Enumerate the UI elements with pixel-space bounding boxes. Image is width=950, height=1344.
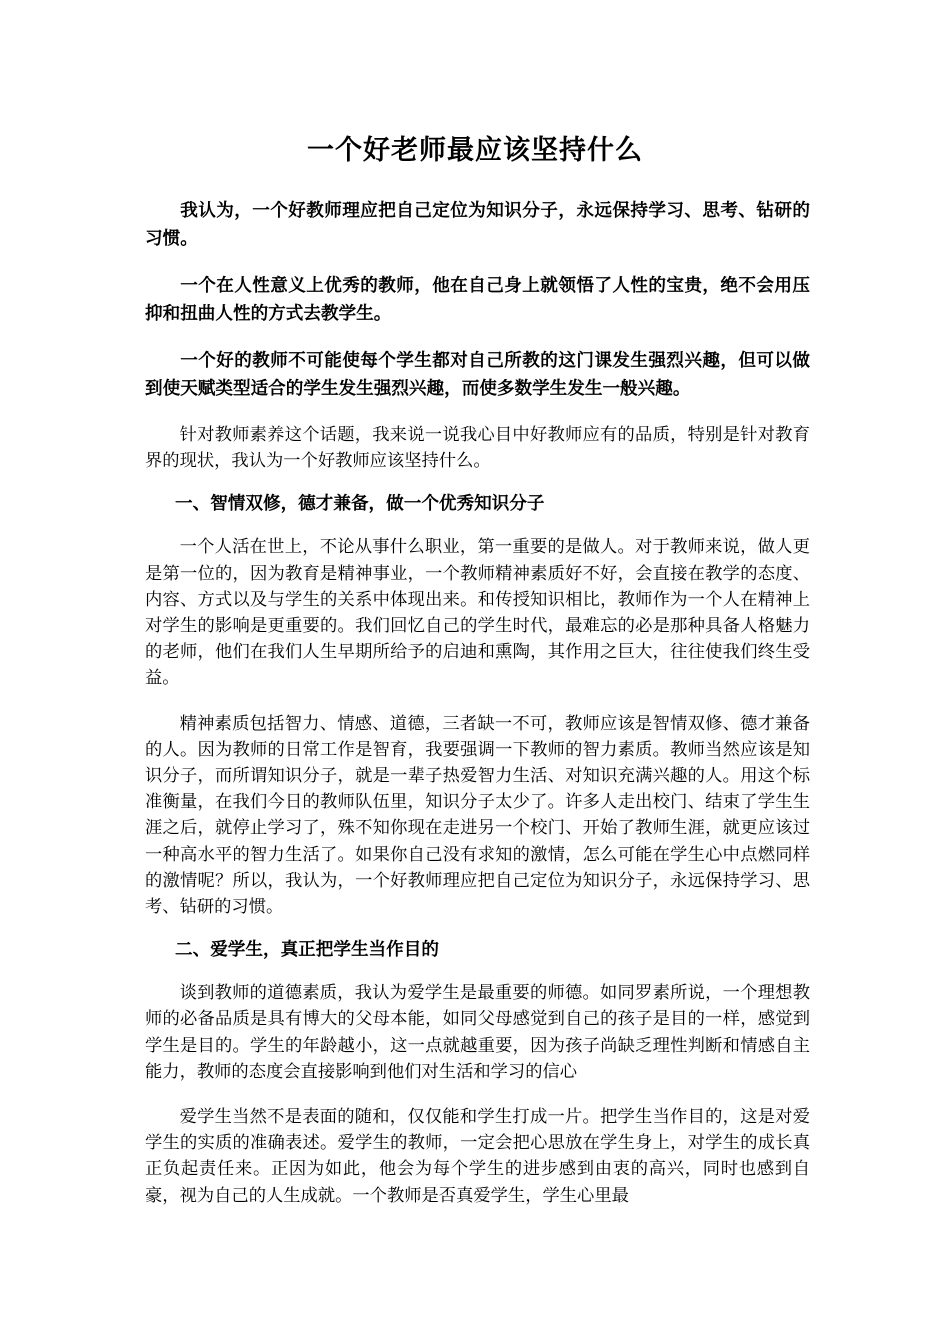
intro-bold-paragraph-1: 我认为，一个好教师理应把自己定位为知识分子，永远保持学习、思考、钻研的习惯。 (145, 200, 810, 249)
intro-paragraph: 针对教师素养这个话题，我来说一说我心目中好教师应有的品质，特别是针对教育界的现状，我认为一个好教师应该坚持什么。 (145, 425, 810, 472)
section-2-paragraph-2: 爱学生当然不是表面的随和，仅仅能和学生打成一片。把学生当作目的，这是对爱学生的实质的准确表述。爱学生的教师，一定会把心思放在学生身上，对学生的成长真正负起责任来。正因为如此，他会为每个学生的进步感到由衷的高兴，同时也感到自豪，视为自己的人生成就。一个教师是否真爱学生，学生心里最 (145, 1107, 810, 1206)
section-2-heading: 二、爱学生，真正把学生当作目的 (175, 939, 439, 961)
section-1-paragraph-1: 一个人活在世上，不论从事什么职业，第一重要的是做人。对于教师来说，做人更是第一位的，因为教育是精神事业，一个教师精神素质好不好，会直接在教学的态度、内容、方式以及与学生的关系中体现出来。和传授知识相比，教师作为一个人在精神上对学生的影响是更重要的。我们回忆自己的学生时代，最难忘的必是那种具备人格魅力的老师，他们在我们人生早期所给予的启迪和熏陶，其作用之巨大，往往使我们终生受益。 (145, 537, 810, 689)
section-2-paragraph-1: 谈到教师的道德素质，我认为爱学生是最重要的师德。如同罗素所说，一个理想教师的必备品质是具有博大的父母本能，如同父母感觉到自己的孩子是目的一样，感觉到学生是目的。学生的年龄越小，这一点就越重要，因为孩子尚缺乏理性判断和情感自主能力，教师的态度会直接影响到他们对生活和学习的信心 (145, 983, 810, 1082)
section-1-paragraph-2: 精神素质包括智力、情感、道德，三者缺一不可，教师应该是智情双修、德才兼备的人。因为教师的日常工作是智育，我要强调一下教师的智力素质。教师当然应该是知识分子，而所谓知识分子，就是一辈子热爱智力生活、对知识充满兴趣的人。用这个标准衡量，在我们今日的教师队伍里，知识分子太少了。许多人走出校门、结束了学生生涯之后，就停止学习了，殊不知你现在走进另一个校门、开始了教师生涯，就更应该过一种高水平的智力生活了。如果你自己没有求知的激情，怎么可能在学生心中点燃同样的激情呢？所以，我认为，一个好教师理应把自己定位为知识分子，永远保持学习、思考、钻研的习惯。 (145, 713, 810, 918)
intro-bold-paragraph-2: 一个在人性意义上优秀的教师，他在自己身上就领悟了人性的宝贵，绝不会用压抑和扭曲人性的方式去教学生。 (145, 275, 810, 324)
section-1-heading: 一、智情双修，德才兼备，做一个优秀知识分子 (175, 493, 545, 515)
intro-bold-paragraph-3: 一个好的教师不可能使每个学生都对自己所教的这门课发生强烈兴趣，但可以做到使天赋类型适合的学生发生强烈兴趣，而使多数学生发生一般兴趣。 (145, 350, 810, 399)
document-title: 一个好老师最应该坚持什么 (307, 135, 643, 166)
document-body (145, 197, 810, 1209)
